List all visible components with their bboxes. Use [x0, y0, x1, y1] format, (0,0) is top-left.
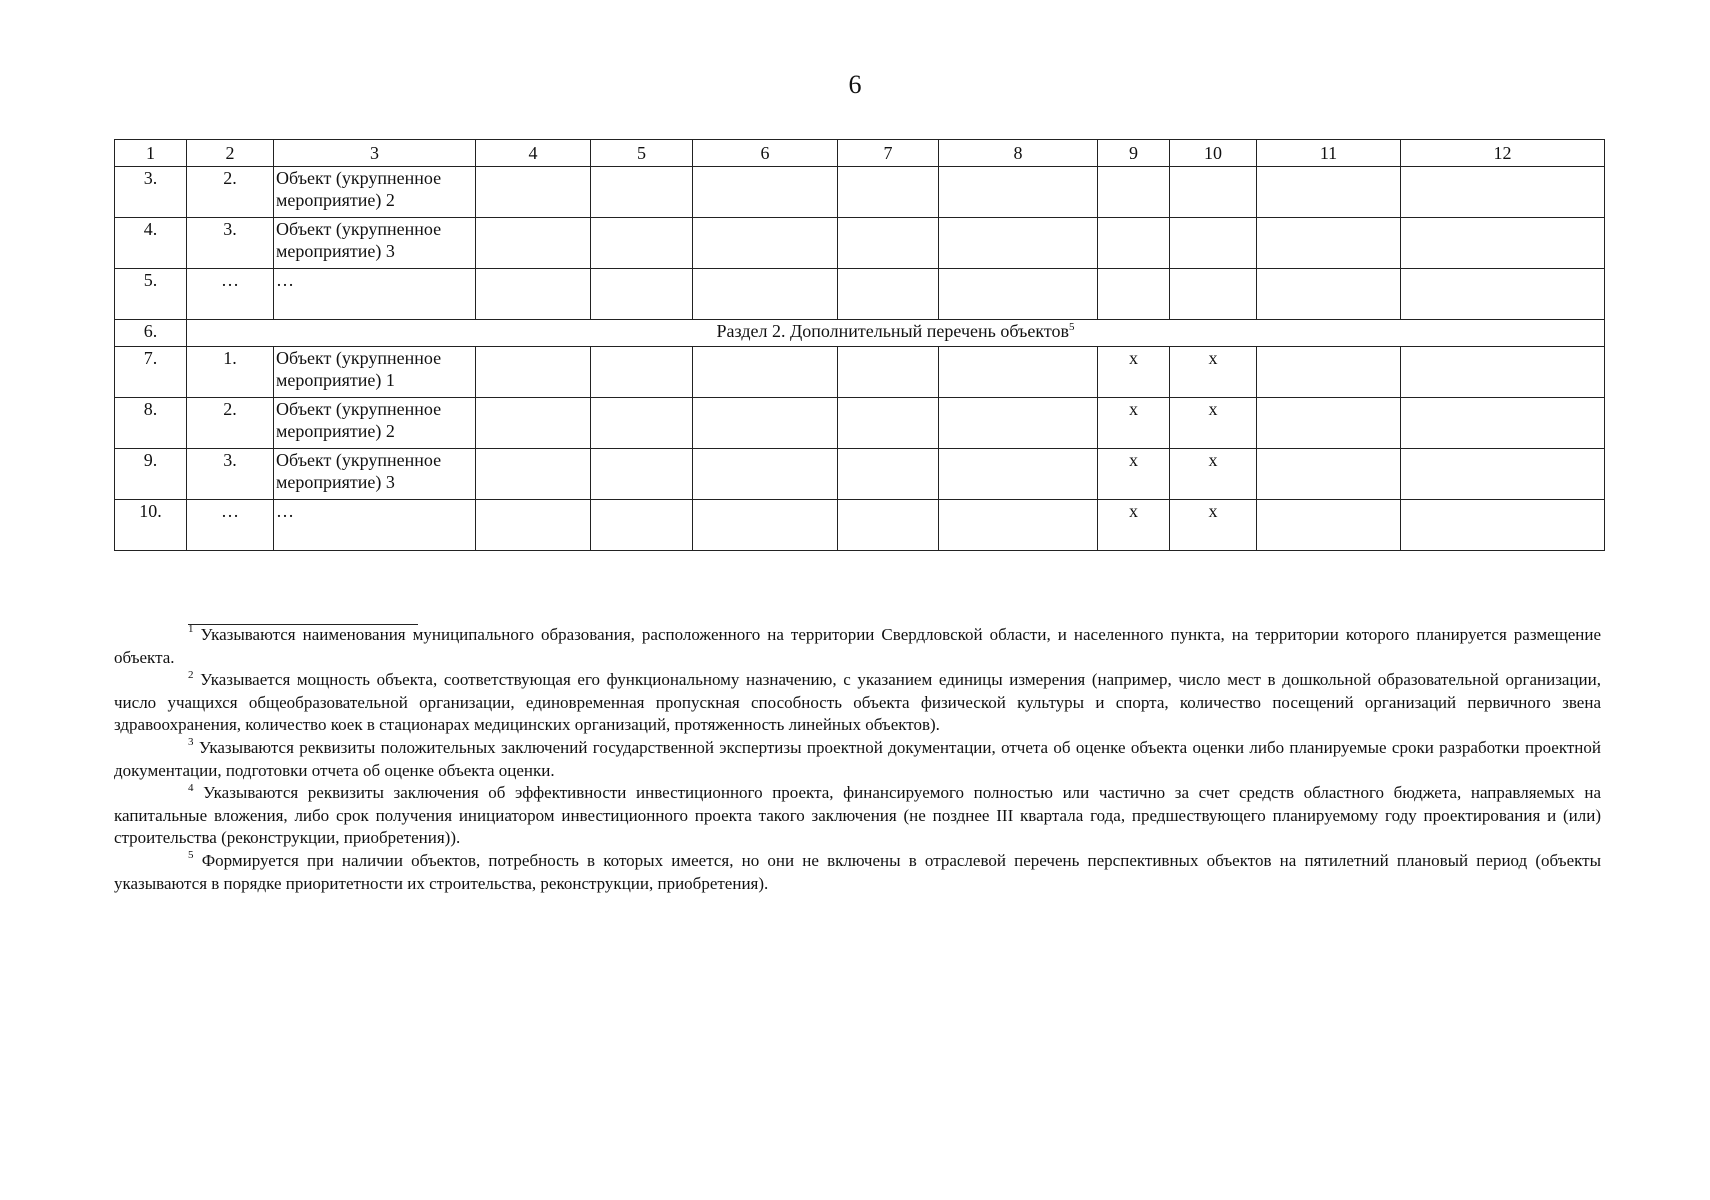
object-name-line2: мероприятие) 1: [276, 370, 395, 390]
object-name-cell: [274, 500, 476, 551]
empty-cell: [591, 449, 693, 500]
item-number-cell: 1.: [187, 347, 274, 398]
empty-cell: [1257, 167, 1401, 218]
header-cell: 4: [476, 140, 591, 167]
item-number-cell: …: [187, 269, 274, 320]
footnotes: [114, 624, 1601, 895]
object-name-line2: мероприятие) 3: [276, 241, 395, 261]
row-number-cell: 5.: [115, 269, 187, 320]
footnote-mark: 4: [188, 781, 194, 794]
footnote: [114, 669, 1601, 737]
table-body: [115, 140, 1605, 551]
empty-cell: [693, 167, 838, 218]
footnote: [114, 737, 1601, 782]
header-cell: 9: [1098, 140, 1170, 167]
empty-cell: [1257, 500, 1401, 551]
col10-cell: x: [1170, 449, 1257, 500]
item-number-cell: 3.: [187, 449, 274, 500]
empty-cell: [693, 347, 838, 398]
header-cell: 7: [838, 140, 939, 167]
object-name-line2: мероприятие) 3: [276, 472, 395, 492]
row-number-cell: 4.: [115, 218, 187, 269]
object-name-line1: Объект (укрупненное: [276, 219, 442, 239]
row-number-cell: 7.: [115, 347, 187, 398]
empty-cell: [476, 500, 591, 551]
item-number-cell: 3.: [187, 218, 274, 269]
empty-cell: [939, 398, 1098, 449]
col9-cell: x: [1098, 347, 1170, 398]
section-title: Раздел 2. Дополнительный перечень объектов: [716, 321, 1069, 341]
table-row: [115, 218, 1605, 269]
table-row: [115, 167, 1605, 218]
footnote-mark: 3: [188, 736, 194, 749]
empty-cell: [1401, 167, 1605, 218]
empty-cell: [591, 167, 693, 218]
empty-cell: [838, 500, 939, 551]
empty-cell: [693, 500, 838, 551]
row-number-cell: 10.: [115, 500, 187, 551]
footnote: [114, 624, 1601, 669]
empty-cell: [1401, 269, 1605, 320]
header-cell: 12: [1401, 140, 1605, 167]
empty-cell: [1401, 398, 1605, 449]
empty-cell: [476, 398, 591, 449]
table-row: [115, 398, 1605, 449]
header-cell: 2: [187, 140, 274, 167]
col10-cell: x: [1170, 500, 1257, 551]
empty-cell: [1401, 449, 1605, 500]
empty-cell: [939, 269, 1098, 320]
object-name-line1: …: [276, 501, 294, 521]
empty-cell: [693, 449, 838, 500]
object-name-cell: [274, 167, 476, 218]
empty-cell: [591, 218, 693, 269]
footnote-mark: 5: [188, 849, 194, 862]
object-name-cell: [274, 218, 476, 269]
table-row: [115, 269, 1605, 320]
empty-cell: [838, 449, 939, 500]
item-number-cell: …: [187, 500, 274, 551]
row-number-cell: 6.: [115, 320, 187, 347]
empty-cell: [939, 347, 1098, 398]
empty-cell: [693, 218, 838, 269]
empty-cell: [1257, 347, 1401, 398]
object-name-cell: [274, 347, 476, 398]
object-name-line1: Объект (укрупненное: [276, 348, 442, 368]
empty-cell: [1401, 500, 1605, 551]
empty-cell: [838, 218, 939, 269]
table-row: [115, 500, 1605, 551]
empty-cell: [1257, 449, 1401, 500]
table-row: [115, 347, 1605, 398]
col10-cell: [1170, 167, 1257, 218]
empty-cell: [1257, 218, 1401, 269]
col10-cell: x: [1170, 398, 1257, 449]
col10-cell: [1170, 218, 1257, 269]
empty-cell: [591, 347, 693, 398]
col10-cell: [1170, 269, 1257, 320]
object-name-line2: мероприятие) 2: [276, 421, 395, 441]
empty-cell: [939, 500, 1098, 551]
row-number-cell: 8.: [115, 398, 187, 449]
empty-cell: [591, 269, 693, 320]
section-title-cell: [187, 320, 1605, 347]
footnote-text: Формируется при наличии объектов, потребность в которых имеется, но они не включены в отраслевой перечень перспективных объектов на пятилетний плановый период (объекты указываются в порядке приоритетности их строительства, реконструкции, приобретения).: [114, 850, 1601, 893]
empty-cell: [838, 167, 939, 218]
row-number-cell: 9.: [115, 449, 187, 500]
item-number-cell: 2.: [187, 398, 274, 449]
object-name-cell: [274, 398, 476, 449]
footnote-mark: 2: [188, 668, 194, 681]
object-name-cell: [274, 449, 476, 500]
object-name-cell: [274, 269, 476, 320]
row-number-cell: 3.: [115, 167, 187, 218]
footnote-mark: 1: [188, 623, 194, 636]
col9-cell: [1098, 167, 1170, 218]
col9-cell: x: [1098, 500, 1170, 551]
header-cell: 3: [274, 140, 476, 167]
object-name-line1: …: [276, 270, 294, 290]
table-header-row: [115, 140, 1605, 167]
empty-cell: [939, 167, 1098, 218]
header-cell: 1: [115, 140, 187, 167]
empty-cell: [1401, 347, 1605, 398]
header-cell: 5: [591, 140, 693, 167]
empty-cell: [1401, 218, 1605, 269]
empty-cell: [1257, 398, 1401, 449]
empty-cell: [591, 398, 693, 449]
header-cell: 11: [1257, 140, 1401, 167]
header-cell: 10: [1170, 140, 1257, 167]
empty-cell: [939, 449, 1098, 500]
object-name-line1: Объект (укрупненное: [276, 399, 442, 419]
empty-cell: [476, 269, 591, 320]
empty-cell: [1257, 269, 1401, 320]
object-name-line1: Объект (укрупненное: [276, 450, 442, 470]
footnote-text: Указываются реквизиты положительных заключений государственной экспертизы проектной документации, отчета об оценке объекта оценки либо планируемые сроки разработки проектной документации, подготовки отчета об оценке объекта оценки.: [114, 737, 1601, 780]
col10-cell: x: [1170, 347, 1257, 398]
empty-cell: [476, 347, 591, 398]
footnote-text: Указываются реквизиты заключения об эффективности инвестиционного проекта, финансируемого полностью или частично за счет средств областного бюджета, направляемых на капитальные вложения, либо срок получения инициатором инвестиционного проекта такого заключения (не позднее III квартала года, предшествующего планируемому году проектирования и (или) строительства (реконструкции, приобретения)).: [114, 783, 1602, 848]
empty-cell: [476, 167, 591, 218]
empty-cell: [838, 347, 939, 398]
table-row: [115, 449, 1605, 500]
header-cell: 8: [939, 140, 1098, 167]
empty-cell: [939, 218, 1098, 269]
col9-cell: [1098, 218, 1170, 269]
empty-cell: [838, 269, 939, 320]
empty-cell: [838, 398, 939, 449]
footnote-text: Указываются наименования муниципального образования, расположенного на территории Свердловской области, и населенного пункта, на территории которого планируется размещение объекта.: [114, 625, 1601, 667]
empty-cell: [476, 449, 591, 500]
col9-cell: x: [1098, 449, 1170, 500]
page-number: 6: [848, 70, 862, 99]
col9-cell: [1098, 269, 1170, 320]
footnote: [114, 782, 1601, 850]
objects-table: [114, 139, 1605, 551]
header-cell: 6: [693, 140, 838, 167]
object-name-line1: Объект (укрупненное: [276, 168, 442, 188]
footnote: [114, 850, 1601, 895]
empty-cell: [476, 218, 591, 269]
empty-cell: [591, 500, 693, 551]
empty-cell: [693, 398, 838, 449]
empty-cell: [693, 269, 838, 320]
col9-cell: x: [1098, 398, 1170, 449]
item-number-cell: 2.: [187, 167, 274, 218]
object-name-line2: мероприятие) 2: [276, 190, 395, 210]
section-row: [115, 320, 1605, 347]
footnote-text: Указывается мощность объекта, соответствующая его функциональному назначению, с указанием единицы измерения (например, число мест в дошкольной образовательной организации, число учащихся общеобразовательной организации, единовременная пропускная способность объекта физической культуры и спорта, количество посещений организаций первичного звена здравоохранения, количество коек в стационарах медицинских организаций, протяженность линейных объектов).: [114, 670, 1601, 735]
footnote-ref: 5: [1068, 321, 1075, 333]
